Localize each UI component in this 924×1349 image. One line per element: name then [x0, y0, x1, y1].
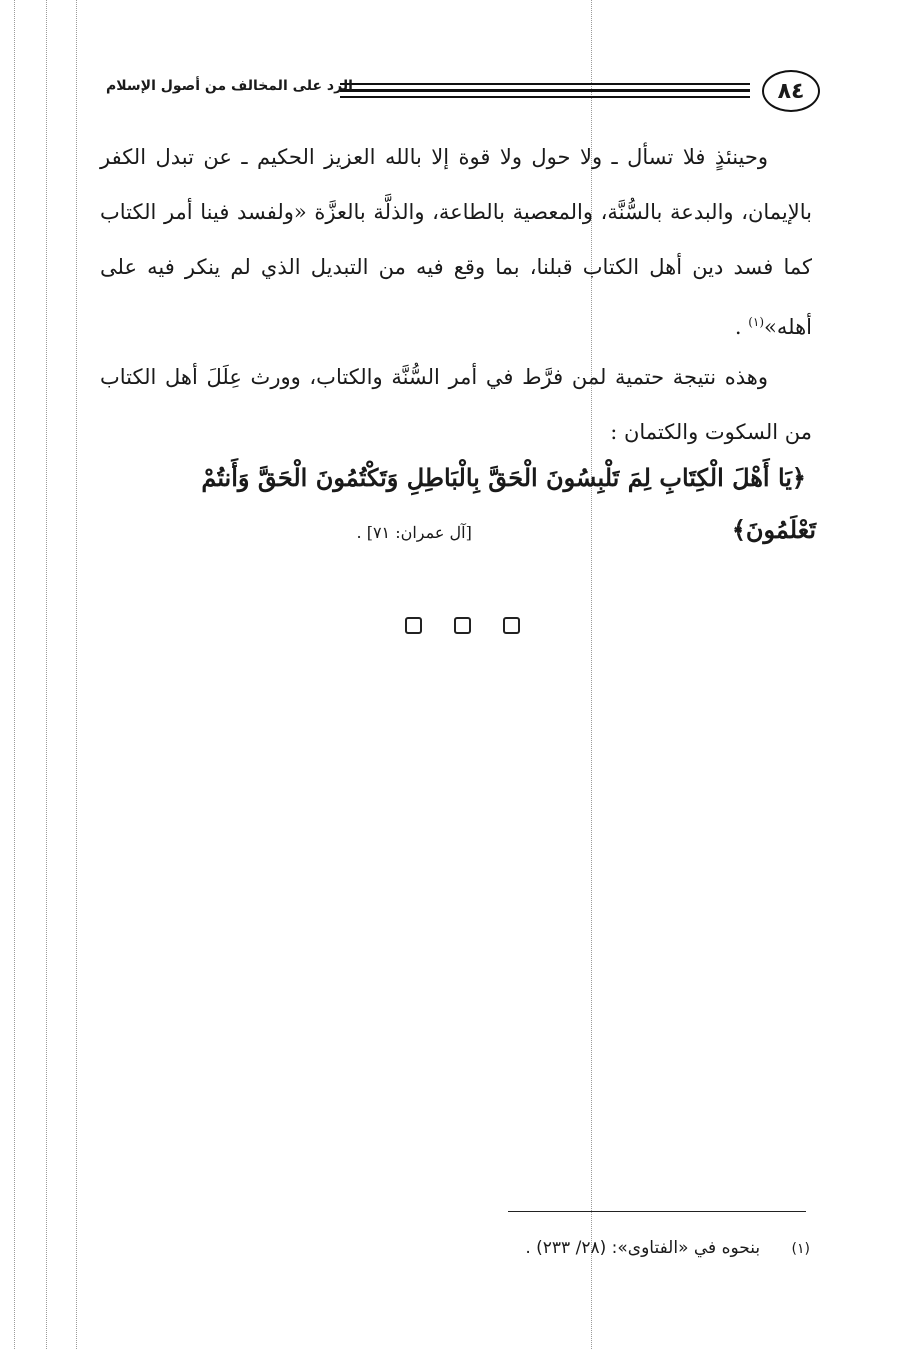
- square-ornament-icon: [405, 617, 422, 634]
- margin-dots: [14, 0, 15, 1349]
- paragraph-text: وهذه نتيجة حتمية لمن فرَّط في أمر السُّنَّة والكتاب، وورث عِلَلَ أهل الكتاب من السكوت والكتمان :: [100, 365, 812, 444]
- quran-verse: [96, 452, 816, 559]
- footnote-number: (١): [791, 1241, 810, 1257]
- paragraph-2: [100, 350, 812, 460]
- margin-dots: [46, 0, 47, 1349]
- page-number: ٨٤: [762, 70, 820, 112]
- book-title: الرد على المخالف من أصول الإسلام: [106, 78, 353, 94]
- square-ornament-icon: [454, 617, 471, 634]
- verse-line-1: ﴿يَا أَهْلَ الْكِتَابِ لِمَ تَلْبِسُونَ الْحَقَّ بِالْبَاطِلِ وَتَكْتُمُونَ الْحَقَّ وَأَنتُمْ: [201, 463, 806, 492]
- paragraph-1: [100, 130, 812, 355]
- footnote-marker[interactable]: (١): [748, 315, 765, 329]
- margin-dots: [76, 0, 77, 1349]
- footnote: [525, 1238, 810, 1258]
- verse-reference: [آل عمران: ٧١] .: [356, 523, 472, 542]
- section-divider: [0, 617, 924, 634]
- header-rule: [340, 96, 750, 98]
- header-rule: [340, 83, 750, 85]
- square-ornament-icon: [503, 617, 520, 634]
- page-header: [96, 60, 820, 120]
- footnote-text: بنحوه في «الفتاوى»: (٢٨/ ٢٣٣) .: [525, 1238, 761, 1258]
- footnote-separator: [508, 1211, 806, 1212]
- verse-line-2: تَعْلَمُونَ﴾: [731, 515, 816, 544]
- header-rule: [340, 89, 750, 92]
- paragraph-text: وحينئذٍ فلا تسأل ـ ولا حول ولا قوة إلا بالله العزيز الحكيم ـ عن تبدل الكفر بالإيمان، والبدعة بالسُّنَّة، والمعصية بالطاعة، والذلَّة بالعزَّة «ولفسد فينا أمر الكتاب كما فسد دين أهل الكتاب قبلنا، بما وقع فيه من التبديل الذي لم ينكر فيه على أهله»: [100, 145, 812, 339]
- paragraph-tail: .: [734, 315, 749, 339]
